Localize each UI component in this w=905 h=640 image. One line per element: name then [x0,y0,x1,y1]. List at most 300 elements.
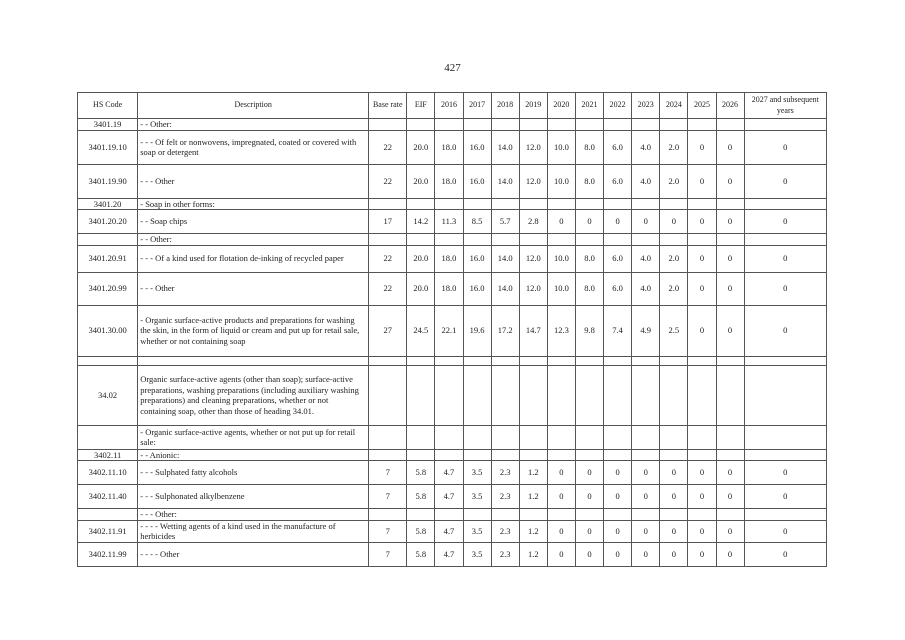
rate-cell [547,198,575,210]
description-cell [138,356,369,365]
table-row [78,198,827,210]
description-cell: - - - Other [138,164,369,198]
rate-cell: 20.0 [407,164,435,198]
rate-cell [604,449,632,461]
rate-cell: 0 [716,520,744,542]
column-header: 2020 [547,93,575,119]
rate-cell: 4.7 [435,520,463,542]
rate-cell [632,119,660,131]
rate-cell [660,119,688,131]
rate-cell [519,449,547,461]
rate-cell: 0 [547,485,575,509]
rate-cell [463,234,491,246]
rate-cell: 0 [716,272,744,305]
hs-code-cell: 3401.20 [78,198,138,210]
rate-cell [435,356,463,365]
rate-cell [369,365,407,425]
tariff-schedule-table [77,92,827,567]
rate-cell: 5.8 [407,461,435,485]
rate-cell [407,119,435,131]
rate-cell: 16.0 [463,272,491,305]
rate-cell: 18.0 [435,130,463,164]
description-cell: - - - Of felt or nonwovens, impregnated, coated or covered with soap or detergent [138,130,369,164]
column-header: 2017 [463,93,491,119]
rate-cell: 16.0 [463,130,491,164]
rate-cell [660,449,688,461]
column-header: 2019 [519,93,547,119]
rate-cell: 5.7 [491,210,519,234]
table-row [78,365,827,425]
rate-cell: 0 [632,210,660,234]
rate-cell [632,234,660,246]
rate-cell: 10.0 [547,245,575,272]
rate-cell: 9.8 [575,305,603,356]
description-cell: - - - Of a kind used for flotation de-inking of recycled paper [138,245,369,272]
rate-cell: 2.0 [660,164,688,198]
rate-cell: 3.5 [463,461,491,485]
rate-cell: 12.0 [519,130,547,164]
rate-cell [491,234,519,246]
rate-cell: 14.0 [491,130,519,164]
rate-cell: 7 [369,485,407,509]
rate-cell: 0 [547,210,575,234]
rate-cell: 0 [688,272,716,305]
rate-cell: 16.0 [463,245,491,272]
rate-cell: 2.0 [660,245,688,272]
rate-cell: 10.0 [547,130,575,164]
hs-code-cell: 3401.20.99 [78,272,138,305]
rate-cell [463,119,491,131]
rate-cell [604,365,632,425]
rate-cell: 1.2 [519,542,547,566]
rate-cell [660,234,688,246]
rate-cell [547,509,575,521]
rate-cell: 3.5 [463,520,491,542]
column-header: 2025 [688,93,716,119]
rate-cell: 0 [744,305,826,356]
column-header: 2016 [435,93,463,119]
rate-cell: 10.0 [547,164,575,198]
rate-cell: 20.0 [407,245,435,272]
rate-cell [604,425,632,449]
rate-cell [547,425,575,449]
rate-cell: 0 [716,245,744,272]
column-header: HS Code [78,93,138,119]
rate-cell [688,509,716,521]
rate-cell [632,356,660,365]
rate-cell [688,425,716,449]
rate-cell [716,198,744,210]
rate-cell [604,198,632,210]
rate-cell: 3.5 [463,542,491,566]
rate-cell [407,356,435,365]
rate-cell [519,425,547,449]
rate-cell [744,198,826,210]
column-header: Base rate [369,93,407,119]
rate-cell: 8.0 [575,245,603,272]
rate-cell: 0 [660,520,688,542]
rate-cell [519,234,547,246]
rate-cell [547,356,575,365]
rate-cell [744,356,826,365]
rate-cell: 18.0 [435,245,463,272]
rate-cell: 0 [688,210,716,234]
rate-cell: 0 [604,485,632,509]
rate-cell [491,119,519,131]
rate-cell: 6.0 [604,130,632,164]
rate-cell [575,449,603,461]
rate-cell [369,509,407,521]
rate-cell: 20.0 [407,272,435,305]
rate-cell: 2.3 [491,485,519,509]
rate-cell: 0 [688,164,716,198]
rate-cell: 0 [632,520,660,542]
hs-code-cell: 3401.19.10 [78,130,138,164]
rate-cell: 8.0 [575,272,603,305]
rate-cell: 5.8 [407,542,435,566]
rate-cell [407,365,435,425]
rate-cell [369,119,407,131]
description-cell: - Organic surface-active agents, whether or not put up for retail sale: [138,425,369,449]
rate-cell: 0 [688,305,716,356]
hs-code-cell [78,509,138,521]
description-cell: - - - - Wetting agents of a kind used in the manufacture of herbicides [138,520,369,542]
rate-cell: 20.0 [407,130,435,164]
rate-cell [575,356,603,365]
rate-cell [435,234,463,246]
description-cell: - - - Other [138,272,369,305]
rate-cell [575,198,603,210]
table-row [78,305,827,356]
rate-cell [660,509,688,521]
rate-cell: 11.3 [435,210,463,234]
rate-cell: 17.2 [491,305,519,356]
rate-cell [632,425,660,449]
rate-cell: 0 [604,542,632,566]
rate-cell: 10.0 [547,272,575,305]
description-cell: - - Other: [138,119,369,131]
rate-cell: 6.0 [604,164,632,198]
rate-cell: 0 [744,461,826,485]
column-header: 2018 [491,93,519,119]
rate-cell [660,425,688,449]
rate-cell [547,365,575,425]
rate-cell [369,198,407,210]
rate-cell [688,449,716,461]
rate-cell: 14.7 [519,305,547,356]
rate-cell [369,449,407,461]
rate-cell [491,425,519,449]
description-cell: - - - Sulphated fatty alcohols [138,461,369,485]
rate-cell [491,365,519,425]
rate-cell: 0 [660,542,688,566]
rate-cell [407,198,435,210]
rate-cell [632,449,660,461]
table-row [78,119,827,131]
description-cell: - - Anionic: [138,449,369,461]
rate-cell [435,425,463,449]
column-header: 2027 and subsequent years [744,93,826,119]
table-row [78,485,827,509]
rate-cell: 0 [660,485,688,509]
hs-code-cell: 3402.11.99 [78,542,138,566]
rate-cell: 0 [604,461,632,485]
rate-cell: 12.3 [547,305,575,356]
rate-cell [547,449,575,461]
rate-cell [547,119,575,131]
rate-cell: 1.2 [519,485,547,509]
rate-cell: 22 [369,272,407,305]
rate-cell: 8.5 [463,210,491,234]
rate-cell [435,449,463,461]
rate-cell: 0 [744,520,826,542]
rate-cell [744,449,826,461]
rate-cell: 14.0 [491,245,519,272]
rate-cell [435,198,463,210]
rate-cell [604,509,632,521]
table-row [78,130,827,164]
rate-cell: 2.0 [660,272,688,305]
rate-cell: 12.0 [519,164,547,198]
rate-cell [463,356,491,365]
rate-cell [463,365,491,425]
rate-cell: 2.0 [660,130,688,164]
rate-cell: 7 [369,461,407,485]
rate-cell: 2.3 [491,542,519,566]
hs-code-cell: 3401.20.91 [78,245,138,272]
table-row [78,509,827,521]
table-row [78,164,827,198]
rate-cell [660,198,688,210]
table-row [78,449,827,461]
rate-cell [519,365,547,425]
rate-cell: 0 [688,520,716,542]
rate-cell: 0 [575,520,603,542]
rate-cell: 7 [369,520,407,542]
rate-cell: 0 [604,210,632,234]
description-cell: - - Other: [138,234,369,246]
rate-cell: 12.0 [519,245,547,272]
rate-cell: 0 [744,272,826,305]
rate-cell: 18.0 [435,272,463,305]
rate-cell: 1.2 [519,461,547,485]
hs-code-cell: 34.02 [78,365,138,425]
rate-cell [744,365,826,425]
hs-code-cell [78,425,138,449]
rate-cell: 2.8 [519,210,547,234]
rate-cell [604,119,632,131]
rate-cell: 16.0 [463,164,491,198]
column-header: 2026 [716,93,744,119]
rate-cell [491,198,519,210]
rate-cell [744,509,826,521]
rate-cell: 0 [632,461,660,485]
rate-cell [744,234,826,246]
description-cell: - Organic surface-active products and preparations for washing the skin, in the form of liquid or cream and put up for retail sale, whether or not containing soap [138,305,369,356]
rate-cell: 0 [716,164,744,198]
table-row [78,245,827,272]
rate-cell: 6.0 [604,245,632,272]
rate-cell [575,119,603,131]
rate-cell: 8.0 [575,130,603,164]
rate-cell [407,449,435,461]
rate-cell [716,365,744,425]
rate-cell: 22 [369,164,407,198]
rate-cell: 4.7 [435,542,463,566]
rate-cell [688,119,716,131]
rate-cell: 0 [547,461,575,485]
hs-code-cell: 3402.11 [78,449,138,461]
column-header: Description [138,93,369,119]
table-row [78,234,827,246]
rate-cell [519,356,547,365]
rate-cell [369,356,407,365]
rate-cell [716,449,744,461]
rate-cell: 6.0 [604,272,632,305]
rate-cell [407,425,435,449]
description-cell: - - - Other: [138,509,369,521]
rate-cell: 4.7 [435,485,463,509]
rate-cell [491,356,519,365]
rate-cell: 22.1 [435,305,463,356]
rate-cell [604,234,632,246]
rate-cell: 8.0 [575,164,603,198]
column-header: 2024 [660,93,688,119]
rate-cell: 0 [688,542,716,566]
rate-cell [519,509,547,521]
rate-cell: 5.8 [407,485,435,509]
rate-cell: 0 [744,130,826,164]
rate-cell [688,356,716,365]
rate-cell: 0 [632,542,660,566]
table-row [78,542,827,566]
rate-cell [575,425,603,449]
rate-cell [660,356,688,365]
rate-cell [575,509,603,521]
rate-cell [688,365,716,425]
rate-cell [519,119,547,131]
rate-cell: 0 [716,485,744,509]
hs-code-cell: 3401.19.90 [78,164,138,198]
rate-cell: 5.8 [407,520,435,542]
rate-cell: 0 [660,461,688,485]
table-row [78,520,827,542]
rate-cell: 0 [688,485,716,509]
rate-cell: 0 [575,461,603,485]
rate-cell [660,365,688,425]
rate-cell: 1.2 [519,520,547,542]
hs-code-cell: 3401.20.20 [78,210,138,234]
rate-cell [369,425,407,449]
rate-cell [519,198,547,210]
rate-cell: 0 [744,164,826,198]
rate-cell: 14.0 [491,164,519,198]
rate-cell [688,234,716,246]
rate-cell: 0 [716,305,744,356]
rate-cell [547,234,575,246]
rate-cell [716,509,744,521]
rate-cell [435,119,463,131]
table-row [78,461,827,485]
page-number: 427 [444,62,461,74]
rate-cell [716,356,744,365]
column-header: EIF [407,93,435,119]
rate-cell: 12.0 [519,272,547,305]
rate-cell: 0 [688,461,716,485]
hs-code-cell: 3402.11.40 [78,485,138,509]
rate-cell: 3.5 [463,485,491,509]
rate-cell [435,365,463,425]
hs-code-cell: 3401.30.00 [78,305,138,356]
rate-cell [407,234,435,246]
rate-cell [632,198,660,210]
rate-cell: 24.5 [407,305,435,356]
rate-cell: 0 [660,210,688,234]
rate-cell [575,365,603,425]
column-header: 2021 [575,93,603,119]
rate-cell: 0 [716,461,744,485]
rate-cell: 0 [716,130,744,164]
description-cell: - - - - Other [138,542,369,566]
rate-cell: 7 [369,542,407,566]
rate-cell: 4.7 [435,461,463,485]
rate-cell: 17 [369,210,407,234]
rate-cell: 4.0 [632,164,660,198]
rate-cell: 18.0 [435,164,463,198]
rate-cell [369,234,407,246]
rate-cell: 4.9 [632,305,660,356]
hs-code-cell [78,356,138,365]
rate-cell [632,509,660,521]
rate-cell: 7.4 [604,305,632,356]
rate-cell [491,509,519,521]
rate-cell: 0 [744,245,826,272]
rate-cell: 0 [547,520,575,542]
hs-code-cell: 3401.19 [78,119,138,131]
description-cell: - - - Sulphonated alkylbenzene [138,485,369,509]
rate-cell: 14.0 [491,272,519,305]
rate-cell: 0 [744,210,826,234]
rate-cell: 0 [688,245,716,272]
description-cell: - - Soap chips [138,210,369,234]
column-header: 2023 [632,93,660,119]
column-header: 2022 [604,93,632,119]
rate-cell: 2.3 [491,461,519,485]
rate-cell [632,365,660,425]
rate-cell [604,356,632,365]
rate-cell [575,234,603,246]
rate-cell: 2.3 [491,520,519,542]
rate-cell [463,509,491,521]
hs-code-cell: 3402.11.10 [78,461,138,485]
rate-cell: 4.0 [632,272,660,305]
rate-cell: 4.0 [632,130,660,164]
table-row [78,356,827,365]
rate-cell [716,425,744,449]
rate-cell: 0 [604,520,632,542]
hs-code-cell: 3402.11.91 [78,520,138,542]
rate-cell [463,425,491,449]
rate-cell [407,509,435,521]
rate-cell: 0 [744,485,826,509]
table-row [78,210,827,234]
rate-cell: 0 [688,130,716,164]
rate-cell: 2.5 [660,305,688,356]
rate-cell: 0 [575,210,603,234]
rate-cell: 19.6 [463,305,491,356]
table-row [78,272,827,305]
rate-cell: 0 [575,542,603,566]
